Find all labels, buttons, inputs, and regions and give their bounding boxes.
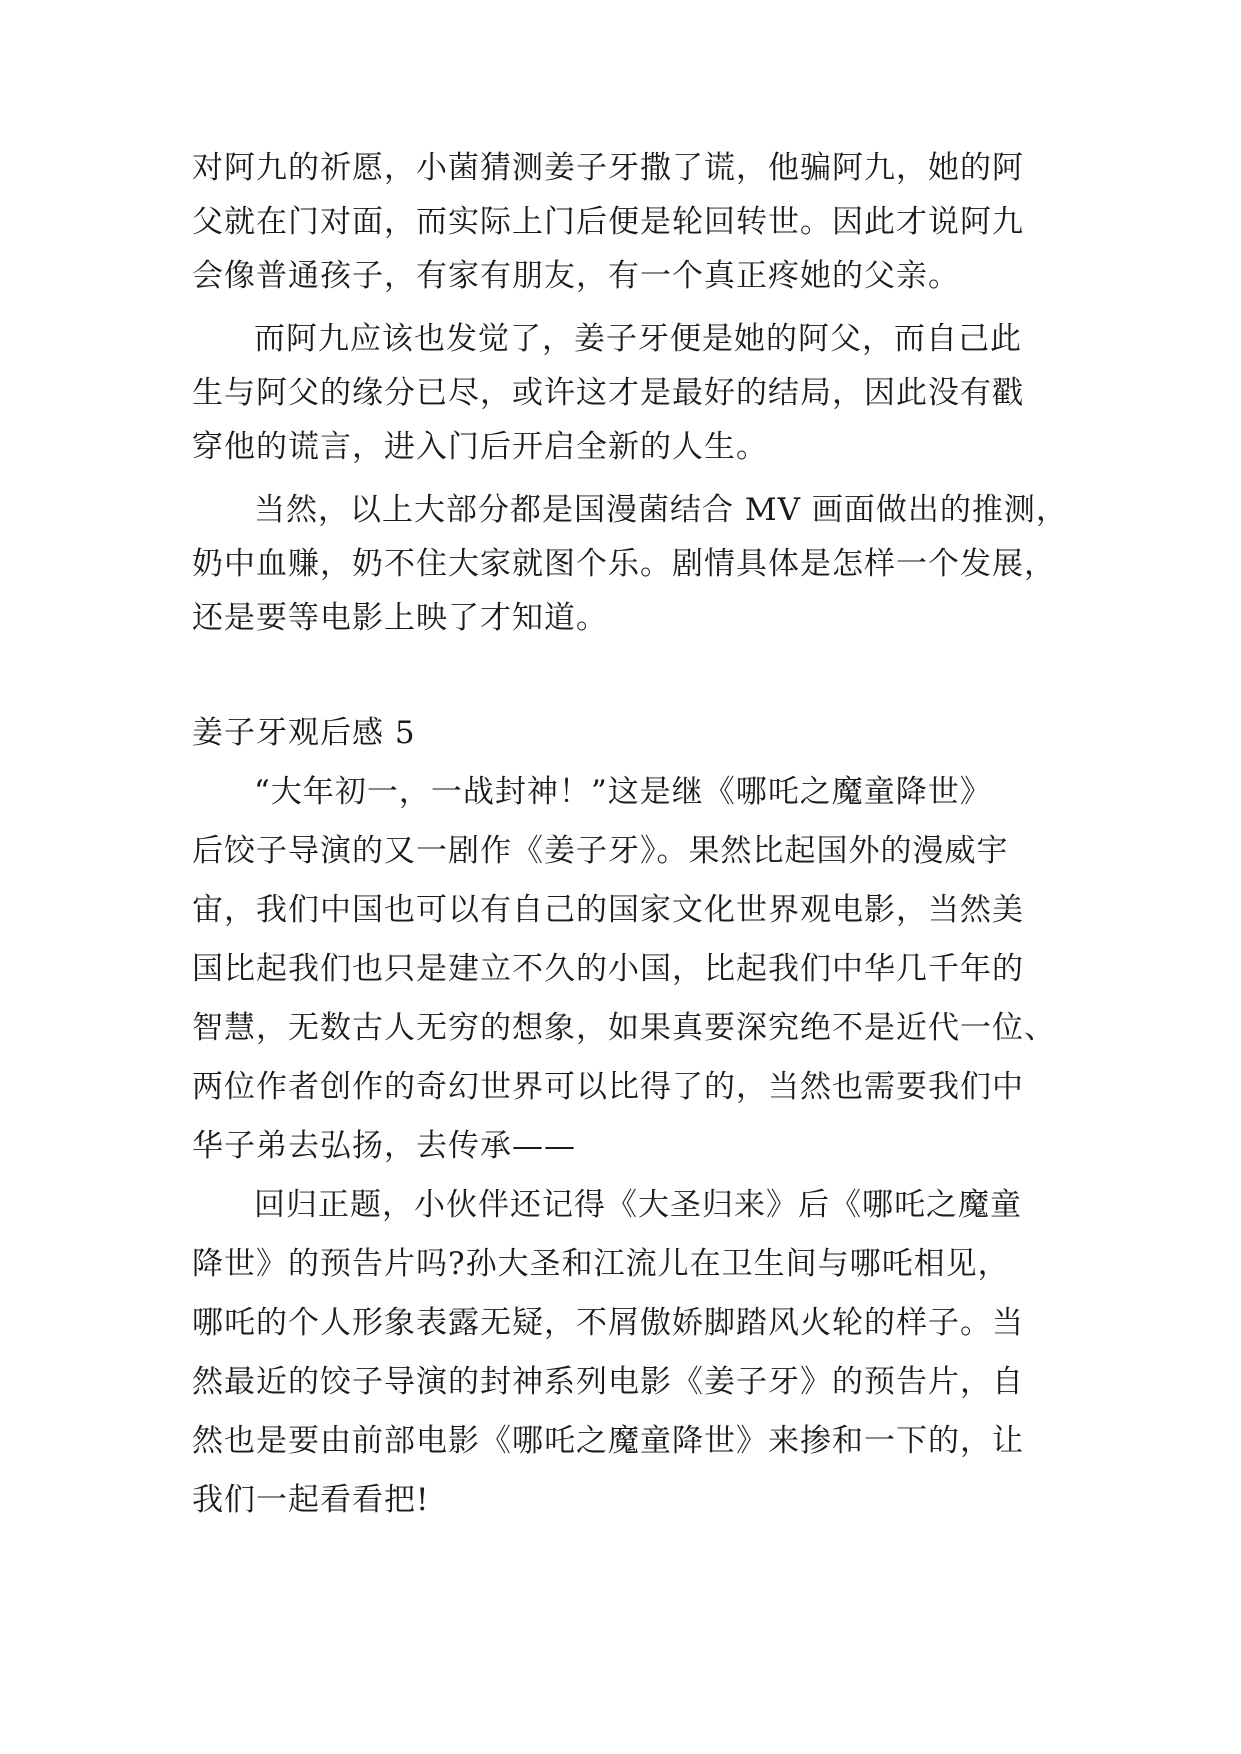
paragraph-line: 对阿九的祈愿，小菌猜测姜子牙撒了谎，他骗阿九，她的阿 bbox=[192, 150, 1024, 186]
paragraph-line: 回归正题，小伙伴还记得《大圣归来》后《哪吒之魔童 bbox=[254, 1187, 1022, 1223]
paragraph-line: 哪吒的个人形象表露无疑，不屑傲娇脚踏风火轮的样子。当 bbox=[192, 1305, 1024, 1341]
paragraph-line: 父就在门对面，而实际上门后便是轮回转世。因此才说阿九 bbox=[192, 204, 1024, 240]
paragraph-line: 两位作者创作的奇幻世界可以比得了的，当然也需要我们中 bbox=[192, 1069, 1024, 1105]
paragraph-line: 然最近的饺子导演的封神系列电影《姜子牙》的预告片，自 bbox=[192, 1364, 1024, 1400]
paragraph-line: “大年初一，一战封神！”这是继《哪吒之魔童降世》 bbox=[254, 774, 992, 810]
paragraph-line: 我们一起看看把! bbox=[192, 1482, 430, 1518]
paragraph-line: 穿他的谎言，进入门后开启全新的人生。 bbox=[192, 429, 768, 465]
paragraph-line: 宙，我们中国也可以有自己的国家文化世界观电影，当然美 bbox=[192, 892, 1024, 928]
section-heading: 姜子牙观后感 5 bbox=[192, 715, 416, 751]
paragraph-line: 降世》的预告片吗?孙大圣和江流儿在卫生间与哪吒相见， bbox=[192, 1246, 1010, 1282]
paragraph-line: 奶中血赚，奶不住大家就图个乐。剧情具体是怎样一个发展， bbox=[192, 546, 1056, 582]
paragraph-line: 当然，以上大部分都是国漫菌结合 MV 画面做出的推测， bbox=[254, 492, 1068, 528]
paragraph-line: 华子弟去弘扬，去传承—— bbox=[192, 1128, 576, 1164]
paragraph-line: 后饺子导演的又一剧作《姜子牙》。果然比起国外的漫威宇 bbox=[192, 833, 1009, 869]
paragraph-line: 智慧，无数古人无穷的想象，如果真要深究绝不是近代一位、 bbox=[192, 1010, 1056, 1046]
paragraph-line: 国比起我们也只是建立不久的小国，比起我们中华几千年的 bbox=[192, 951, 1024, 987]
paragraph-line: 然也是要由前部电影《哪吒之魔童降世》来掺和一下的，让 bbox=[192, 1423, 1024, 1459]
paragraph-line: 生与阿父的缘分已尽，或许这才是最好的结局，因此没有戳 bbox=[192, 375, 1024, 411]
paragraph-line: 而阿九应该也发觉了，姜子牙便是她的阿父，而自己此 bbox=[254, 321, 1022, 357]
paragraph-line: 会像普通孩子，有家有朋友，有一个真正疼她的父亲。 bbox=[192, 258, 960, 294]
paragraph-line: 还是要等电影上映了才知道。 bbox=[192, 600, 608, 636]
